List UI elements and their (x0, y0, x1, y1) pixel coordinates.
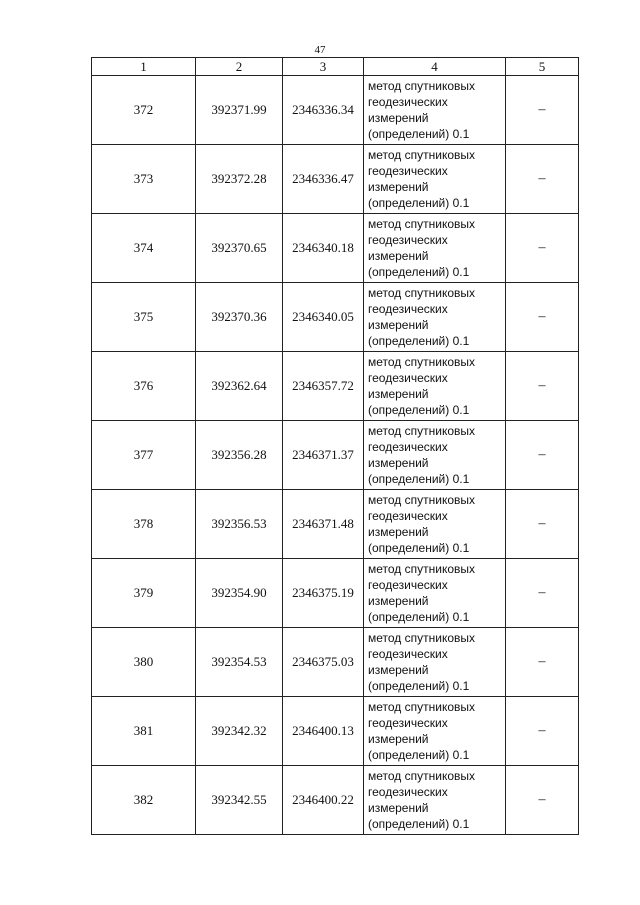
method-line: (определений) 0.1 (368, 679, 470, 693)
method-line: измерений (368, 318, 429, 332)
method-cell (364, 76, 506, 145)
table-row (92, 628, 579, 697)
point-number-cell: 381 (92, 697, 196, 766)
y-coordinate-cell: 2346375.19 (283, 559, 364, 628)
method-line: геодезических (368, 164, 448, 178)
method-line: (определений) 0.1 (368, 265, 470, 279)
y-coordinate-cell: 2346371.48 (283, 490, 364, 559)
x-coordinate-cell: 392370.65 (196, 214, 283, 283)
x-coordinate-cell: 392342.55 (196, 766, 283, 835)
table-row (92, 559, 579, 628)
method-line: измерений (368, 111, 429, 125)
method-line: геодезических (368, 440, 448, 454)
point-number-cell: 379 (92, 559, 196, 628)
note-cell: – (506, 697, 579, 766)
method-line: измерений (368, 732, 429, 746)
y-coordinate-cell: 2346336.34 (283, 76, 364, 145)
point-number-cell: 380 (92, 628, 196, 697)
method-line: геодезических (368, 302, 448, 316)
method-line: метод спутниковых (368, 217, 476, 231)
method-line: (определений) 0.1 (368, 610, 470, 624)
table-row (92, 76, 579, 145)
method-line: метод спутниковых (368, 700, 476, 714)
point-number-cell: 374 (92, 214, 196, 283)
table-row (92, 283, 579, 352)
method-line: измерений (368, 801, 429, 815)
note-cell: – (506, 76, 579, 145)
x-coordinate-cell: 392362.64 (196, 352, 283, 421)
method-cell (364, 214, 506, 283)
method-line: (определений) 0.1 (368, 334, 470, 348)
coordinates-table (91, 57, 579, 835)
note-cell: – (506, 421, 579, 490)
method-line: измерений (368, 456, 429, 470)
method-line: (определений) 0.1 (368, 817, 470, 831)
method-line: метод спутниковых (368, 769, 476, 783)
table-row (92, 214, 579, 283)
method-line: метод спутниковых (368, 286, 476, 300)
method-line: геодезических (368, 785, 448, 799)
y-coordinate-cell: 2346375.03 (283, 628, 364, 697)
method-line: измерений (368, 525, 429, 539)
note-cell: – (506, 352, 579, 421)
method-line: метод спутниковых (368, 493, 476, 507)
note-cell: – (506, 559, 579, 628)
note-cell: – (506, 145, 579, 214)
header-col-2: 2 (196, 58, 283, 76)
table-row (92, 352, 579, 421)
note-cell: – (506, 490, 579, 559)
method-line: геодезических (368, 578, 448, 592)
table-row (92, 490, 579, 559)
method-line: (определений) 0.1 (368, 541, 470, 555)
y-coordinate-cell: 2346340.05 (283, 283, 364, 352)
point-number-cell: 382 (92, 766, 196, 835)
y-coordinate-cell: 2346340.18 (283, 214, 364, 283)
method-line: геодезических (368, 233, 448, 247)
method-cell (364, 145, 506, 214)
y-coordinate-cell: 2346371.37 (283, 421, 364, 490)
table-body (92, 76, 579, 835)
method-line: метод спутниковых (368, 355, 476, 369)
table-header-row (92, 58, 579, 76)
note-cell: – (506, 766, 579, 835)
method-line: геодезических (368, 371, 448, 385)
x-coordinate-cell: 392370.36 (196, 283, 283, 352)
x-coordinate-cell: 392356.28 (196, 421, 283, 490)
table-row (92, 766, 579, 835)
point-number-cell: 378 (92, 490, 196, 559)
x-coordinate-cell: 392372.28 (196, 145, 283, 214)
note-cell: – (506, 628, 579, 697)
point-number-cell: 372 (92, 76, 196, 145)
x-coordinate-cell: 392354.90 (196, 559, 283, 628)
method-line: (определений) 0.1 (368, 127, 470, 141)
method-cell (364, 766, 506, 835)
header-col-1: 1 (92, 58, 196, 76)
method-cell (364, 352, 506, 421)
note-cell: – (506, 283, 579, 352)
point-number-cell: 377 (92, 421, 196, 490)
y-coordinate-cell: 2346400.13 (283, 697, 364, 766)
method-line: измерений (368, 663, 429, 677)
x-coordinate-cell: 392342.32 (196, 697, 283, 766)
method-line: (определений) 0.1 (368, 196, 470, 210)
table-row (92, 421, 579, 490)
method-line: (определений) 0.1 (368, 403, 470, 417)
method-cell (364, 628, 506, 697)
table-row (92, 145, 579, 214)
method-cell (364, 559, 506, 628)
method-line: геодезических (368, 509, 448, 523)
x-coordinate-cell: 392371.99 (196, 76, 283, 145)
table-row (92, 697, 579, 766)
method-line: измерений (368, 180, 429, 194)
method-line: метод спутниковых (368, 424, 476, 438)
point-number-cell: 373 (92, 145, 196, 214)
method-line: измерений (368, 387, 429, 401)
method-cell (364, 490, 506, 559)
method-line: геодезических (368, 716, 448, 730)
point-number-cell: 375 (92, 283, 196, 352)
page-number: 47 (314, 44, 326, 56)
method-line: геодезических (368, 95, 448, 109)
y-coordinate-cell: 2346357.72 (283, 352, 364, 421)
x-coordinate-cell: 392356.53 (196, 490, 283, 559)
note-cell: – (506, 214, 579, 283)
method-line: метод спутниковых (368, 562, 476, 576)
method-line: метод спутниковых (368, 79, 476, 93)
method-cell (364, 283, 506, 352)
method-line: геодезических (368, 647, 448, 661)
method-line: измерений (368, 594, 429, 608)
y-coordinate-cell: 2346336.47 (283, 145, 364, 214)
method-line: (определений) 0.1 (368, 748, 470, 762)
method-cell (364, 421, 506, 490)
method-cell (364, 697, 506, 766)
method-line: метод спутниковых (368, 148, 476, 162)
method-line: измерений (368, 249, 429, 263)
header-col-5: 5 (506, 58, 579, 76)
header-col-3: 3 (283, 58, 364, 76)
y-coordinate-cell: 2346400.22 (283, 766, 364, 835)
header-col-4: 4 (364, 58, 506, 76)
method-line: (определений) 0.1 (368, 472, 470, 486)
point-number-cell: 376 (92, 352, 196, 421)
method-line: метод спутниковых (368, 631, 476, 645)
x-coordinate-cell: 392354.53 (196, 628, 283, 697)
